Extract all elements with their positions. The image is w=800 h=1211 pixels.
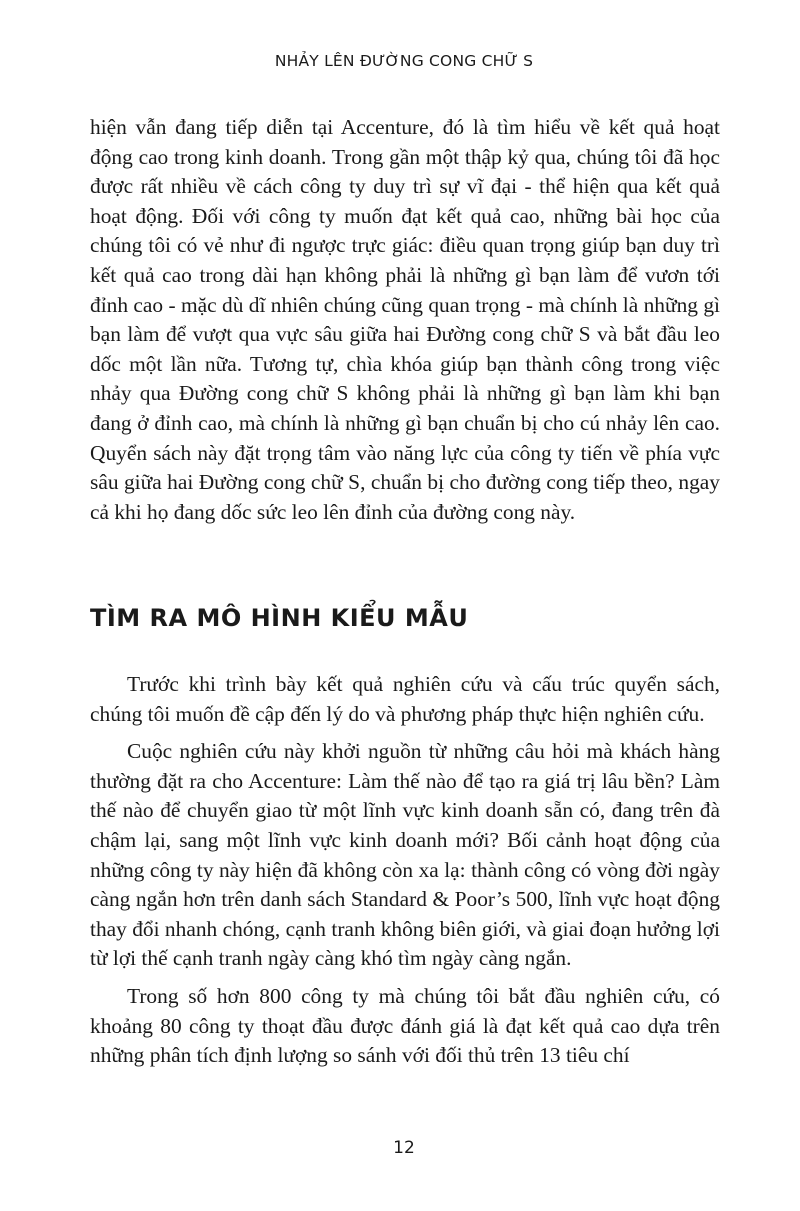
paragraph: Trước khi trình bày kết quả nghiên cứu và cấu trúc quyển sách, chúng tôi muốn đề cập đến lý do và phương pháp thực hiện nghiên cứu. xyxy=(90,672,720,726)
paragraph: hiện vẫn đang tiếp diễn tại Accenture, đó là tìm hiểu về kết quả hoạt động cao trong kinh doanh. Trong gần một thập kỷ qua, chúng tôi đã học được rất nhiều về cách công ty duy trì sự vĩ đại - thể hiện qua kết quả hoạt động. Đối với công ty muốn đạt kết quả cao, những bài học của chúng tôi có vẻ như đi ngược trực giác: điều quan trọng giúp bạn duy trì kết quả cao trong dài hạn không phải là những gì bạn làm để vươn tới đỉnh cao - mặc dù dĩ nhiên chúng cũng quan trọng - mà chính là những gì bạn làm để vượt qua vực sâu giữa hai Đường cong chữ S và bắt đầu leo dốc một lần nữa. Tương tự, chìa khóa giúp bạn thành công trong việc nhảy qua Đường cong chữ S không phải là những gì bạn làm khi bạn đang ở đỉnh cao, mà chính là những gì bạn chuẩn bị cho cú nhảy lên cao. Quyển sách này đặt trọng tâm vào năng lực của công ty tiến về phía vực sâu giữa hai Đường cong chữ S, chuẩn bị cho đường cong tiếp theo, ngay cả khi họ đang dốc sức leo lên đỉnh của đường cong này. xyxy=(90,115,720,524)
section-heading: TÌM RA MÔ HÌNH KIỂU MẪU xyxy=(90,604,469,632)
paragraph: Trong số hơn 800 công ty mà chúng tôi bắt đầu nghiên cứu, có khoảng 80 công ty thoạt đầu được đánh giá là đạt kết quả cao dựa trên những phân tích định lượng so sánh với đối thủ trên 13 tiêu chí xyxy=(90,983,720,1068)
section-body xyxy=(90,670,720,1079)
running-header: NHẢY LÊN ĐƯỜNG CONG CHỮ S xyxy=(274,52,534,70)
paragraph: Cuộc nghiên cứu này khởi nguồn từ những câu hỏi mà khách hàng thường đặt ra cho Accenture: Làm thế nào để tạo ra giá trị lâu bền? Làm thế nào để chuyển giao từ một lĩnh vực kinh doanh sẵn có, đang trên đà chậm lại, sang một lĩnh vực kinh doanh mới? Bối cảnh hoạt động của những công ty này hiện đã không còn xa lạ: thành công có vòng đời ngày càng ngắn hơn trên danh sách Standard & Poor’s 500, lĩnh vực hoạt động thay đổi nhanh chóng, cạnh tranh không biên giới, và giai đoạn hưởng lợi từ lợi thế cạnh tranh ngày càng khó tìm ngày càng ngắn. xyxy=(90,739,720,971)
page-number: 12 xyxy=(393,1138,415,1158)
body-text-continued xyxy=(90,113,720,527)
